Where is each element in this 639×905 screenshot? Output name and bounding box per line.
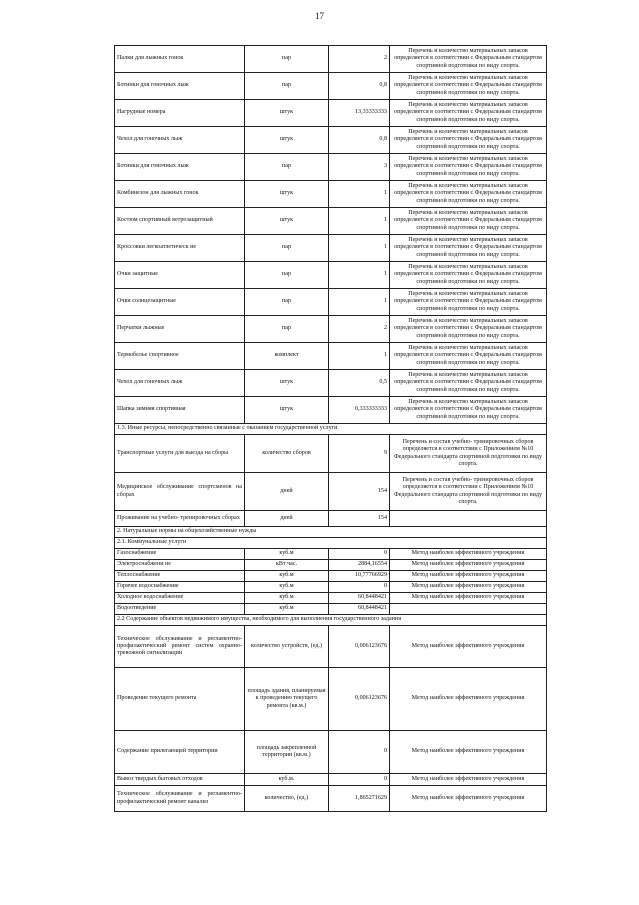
item-name: Вывоз твердых бытовых отходов: [115, 774, 245, 786]
table-row: [115, 571, 547, 582]
table-row: [115, 343, 547, 370]
item-value: 0,5: [329, 370, 390, 397]
item-value: 0,006123676: [329, 626, 390, 668]
section-heading: 2.2 Содержание объектов недвижимого имущества, необходимого для выполнения государственного задания: [115, 615, 547, 626]
item-name: Теплоснабжение: [115, 571, 245, 582]
item-note: Перечень и количество материальных запасов определяется в соответствии с Федеральным стандартом спортивной подготовки по виду спорта.: [390, 397, 547, 424]
item-unit: количество сборов: [245, 435, 329, 473]
item-unit: куб.м: [245, 604, 329, 615]
item-unit: пар: [245, 289, 329, 316]
item-unit: дней: [245, 473, 329, 511]
item-name: Термобелье спортивное: [115, 343, 245, 370]
table-row: [115, 626, 547, 668]
table-row: [115, 615, 547, 626]
item-name: Техническое обслуживание и регламентно- профилактический ремонт систем охранно- тревожной сигнализации: [115, 626, 245, 668]
item-note: Перечень и количество материальных запасов определяется в соответствии с Федеральным стандартом спортивной подготовки по виду спорта.: [390, 262, 547, 289]
item-note: Перечень и количество материальных запасов определяется в соответствии с Федеральным стандартом спортивной подготовки по виду спорта.: [390, 46, 547, 73]
item-name: Шапка зимняя спортивная: [115, 397, 245, 424]
item-note: Перечень и количество материальных запасов определяется в соответствии с Федеральным стандартом спортивной подготовки по виду спорта.: [390, 154, 547, 181]
table-row: [115, 316, 547, 343]
table-row: [115, 208, 547, 235]
item-name: Комбинезон для лыжных гонок: [115, 181, 245, 208]
item-name: Чехол для гоночных лыж: [115, 127, 245, 154]
item-value: 9: [329, 435, 390, 473]
item-value: 0: [329, 549, 390, 560]
item-note: Метод наиболее эффективного учреждения: [390, 731, 547, 774]
table-row: [115, 289, 547, 316]
table-row: [115, 154, 547, 181]
table-row: [115, 73, 547, 100]
item-note: Метод наиболее эффективного учреждения: [390, 774, 547, 786]
item-name: Чехол для гоночных лыж: [115, 370, 245, 397]
table-row: [115, 731, 547, 774]
item-note: Перечень и количество материальных запасов определяется в соответствии с Федеральным стандартом спортивной подготовки по виду спорта.: [390, 343, 547, 370]
item-value: 1: [329, 235, 390, 262]
table-row: [115, 593, 547, 604]
item-value: 0,8: [329, 127, 390, 154]
table-row: [115, 235, 547, 262]
table-row: [115, 604, 547, 615]
table-row: [115, 786, 547, 812]
item-value: 10,77766929: [329, 571, 390, 582]
item-unit: кВт час.: [245, 560, 329, 571]
item-unit: куб.м: [245, 582, 329, 593]
table-row: [115, 370, 547, 397]
table-row: [115, 127, 547, 154]
item-value: 1: [329, 262, 390, 289]
item-note: Перечень и количество материальных запасов определяется в соответствии с Федеральным стандартом спортивной подготовки по виду спорта.: [390, 235, 547, 262]
item-note: Перечень и количество материальных запасов определяется в соответствии с Федеральным стандартом спортивной подготовки по виду спорта.: [390, 289, 547, 316]
item-unit: количество, (ед.): [245, 786, 329, 812]
item-value: 0: [329, 774, 390, 786]
page-number: 17: [315, 11, 324, 21]
item-name: Ботинки для гоночных лыж: [115, 73, 245, 100]
item-note: Метод наиболее эффективного учреждения: [390, 593, 547, 604]
item-note: Перечень и количество материальных запасов определяется в соответствии с Федеральным стандартом спортивной подготовки по виду спорта.: [390, 127, 547, 154]
item-unit: пар: [245, 154, 329, 181]
item-value: 0,006123676: [329, 668, 390, 731]
item-name: Техническое обслуживание и регламентно- профилактический ремонт канализ: [115, 786, 245, 812]
item-note: Метод наиболее эффективного учреждения: [390, 786, 547, 812]
item-name: Водоотведение: [115, 604, 245, 615]
item-value: 60,8448421: [329, 593, 390, 604]
item-value: 60,8448421: [329, 604, 390, 615]
table-row: [115, 262, 547, 289]
item-name: Проживание на учебно- тренировочных сборах: [115, 511, 245, 527]
item-value: 1: [329, 208, 390, 235]
item-unit: дней: [245, 511, 329, 527]
item-value: 0: [329, 582, 390, 593]
item-unit: куб.м: [245, 593, 329, 604]
item-name: Перчатки лыжные: [115, 316, 245, 343]
item-value: 2: [329, 316, 390, 343]
table-row: [115, 538, 547, 549]
item-note: Метод наиболее эффективного учреждения: [390, 549, 547, 560]
section-heading: 2.1. Коммунальные услуги: [115, 538, 547, 549]
item-note: [390, 511, 547, 527]
item-unit: куб.м: [245, 571, 329, 582]
item-note: Метод наиболее эффективного учреждения: [390, 668, 547, 731]
item-note: Метод наиболее эффективного учреждения: [390, 582, 547, 593]
item-value: 154: [329, 473, 390, 511]
item-value: 13,33333333: [329, 100, 390, 127]
item-unit: пар: [245, 235, 329, 262]
item-name: Медицинское обслуживание спортсменов на сборах: [115, 473, 245, 511]
item-note: Метод наиболее эффективного учреждения: [390, 571, 547, 582]
table-row: [115, 560, 547, 571]
item-unit: куб.м: [245, 549, 329, 560]
table-row: [115, 424, 547, 435]
item-note: Метод наиболее эффективного учреждения: [390, 560, 547, 571]
table-row: [115, 668, 547, 731]
table-row: [115, 181, 547, 208]
item-name: Газоснабжение: [115, 549, 245, 560]
item-name: Очки солнцезащитные: [115, 289, 245, 316]
item-name: Электроснабжени не: [115, 560, 245, 571]
item-value: 1: [329, 289, 390, 316]
table-row: [115, 435, 547, 473]
item-note: [390, 604, 547, 615]
table-row: [115, 527, 547, 538]
item-name: Холодное водоснабжение: [115, 593, 245, 604]
item-unit: пар: [245, 316, 329, 343]
item-note: Перечень и состав учебно- тренировочных сборов определяется в соответствии с Приложением №10 Федерального стандарта спортивной подготовки по виду спорта.: [390, 473, 547, 511]
item-value: 0,8: [329, 73, 390, 100]
item-name: Нагрудные номера: [115, 100, 245, 127]
item-unit: штук: [245, 397, 329, 424]
item-name: Проведение текущего ремонта: [115, 668, 245, 731]
item-unit: пар: [245, 73, 329, 100]
section-heading: 1.3. Иные ресурсы, непосредственно связанные с оказанием государственной услуги: [115, 424, 547, 435]
item-note: Перечень и количество материальных запасов определяется в соответствии с Федеральным стандартом спортивной подготовки по виду спорта.: [390, 316, 547, 343]
item-name: Кроссовки легкоатлетическ ие: [115, 235, 245, 262]
item-value: 1,865271629: [329, 786, 390, 812]
item-value: 3: [329, 154, 390, 181]
item-value: 1: [329, 181, 390, 208]
table-row: [115, 774, 547, 786]
item-name: Палки для лыжных гонок: [115, 46, 245, 73]
item-note: Метод наиболее эффективного учреждения: [390, 626, 547, 668]
item-name: Ботинки для гоночных лыж: [115, 154, 245, 181]
item-value: 0,333333333: [329, 397, 390, 424]
item-name: Горячее водоснабжение: [115, 582, 245, 593]
item-name: Костюм спортивный ветрозащитный: [115, 208, 245, 235]
table-row: [115, 549, 547, 560]
resource-norms-table: [114, 45, 547, 812]
item-note: Перечень и количество материальных запасов определяется в соответствии с Федеральным стандартом спортивной подготовки по виду спорта.: [390, 73, 547, 100]
item-note: Перечень и количество материальных запасов определяется в соответствии с Федеральным стандартом спортивной подготовки по виду спорта.: [390, 100, 547, 127]
item-note: Перечень и состав учебно- тренировочных сборов определяется в соответствии с Приложением №10 Федерального стандарта спортивной подготовки по виду спорта.: [390, 435, 547, 473]
item-unit: штук: [245, 370, 329, 397]
item-unit: штук: [245, 208, 329, 235]
item-name: Очки защитные: [115, 262, 245, 289]
item-value: 2: [329, 46, 390, 73]
table-row: [115, 100, 547, 127]
table-row: [115, 397, 547, 424]
item-name: Содержание прилегающей территории: [115, 731, 245, 774]
item-unit: комплект: [245, 343, 329, 370]
item-unit: количество устройств, (ед.): [245, 626, 329, 668]
item-name: Транспортные услуги для выезда на сборы: [115, 435, 245, 473]
item-unit: пар: [245, 46, 329, 73]
table-row: [115, 582, 547, 593]
item-unit: штук: [245, 127, 329, 154]
item-value: 1: [329, 343, 390, 370]
item-value: 154: [329, 511, 390, 527]
item-note: Перечень и количество материальных запасов определяется в соответствии с Федеральным стандартом спортивной подготовки по виду спорта.: [390, 208, 547, 235]
item-note: Перечень и количество материальных запасов определяется в соответствии с Федеральным стандартом спортивной подготовки по виду спорта.: [390, 370, 547, 397]
section-heading: 2. Натуральные нормы на общехозяйственные нужды: [115, 527, 547, 538]
item-unit: штук: [245, 181, 329, 208]
table-row: [115, 511, 547, 527]
table-row: [115, 473, 547, 511]
item-unit: площадь закрепленной территории (кв.м.): [245, 731, 329, 774]
item-unit: площадь здания, планируемая к проведению текущего ремонта (кв.м.): [245, 668, 329, 731]
item-unit: штук: [245, 100, 329, 127]
item-value: 0: [329, 731, 390, 774]
item-unit: пар: [245, 262, 329, 289]
table-row: [115, 46, 547, 73]
item-value: 2884,16554: [329, 560, 390, 571]
item-unit: куб.м.: [245, 774, 329, 786]
item-note: Перечень и количество материальных запасов определяется в соответствии с Федеральным стандартом спортивной подготовки по виду спорта.: [390, 181, 547, 208]
